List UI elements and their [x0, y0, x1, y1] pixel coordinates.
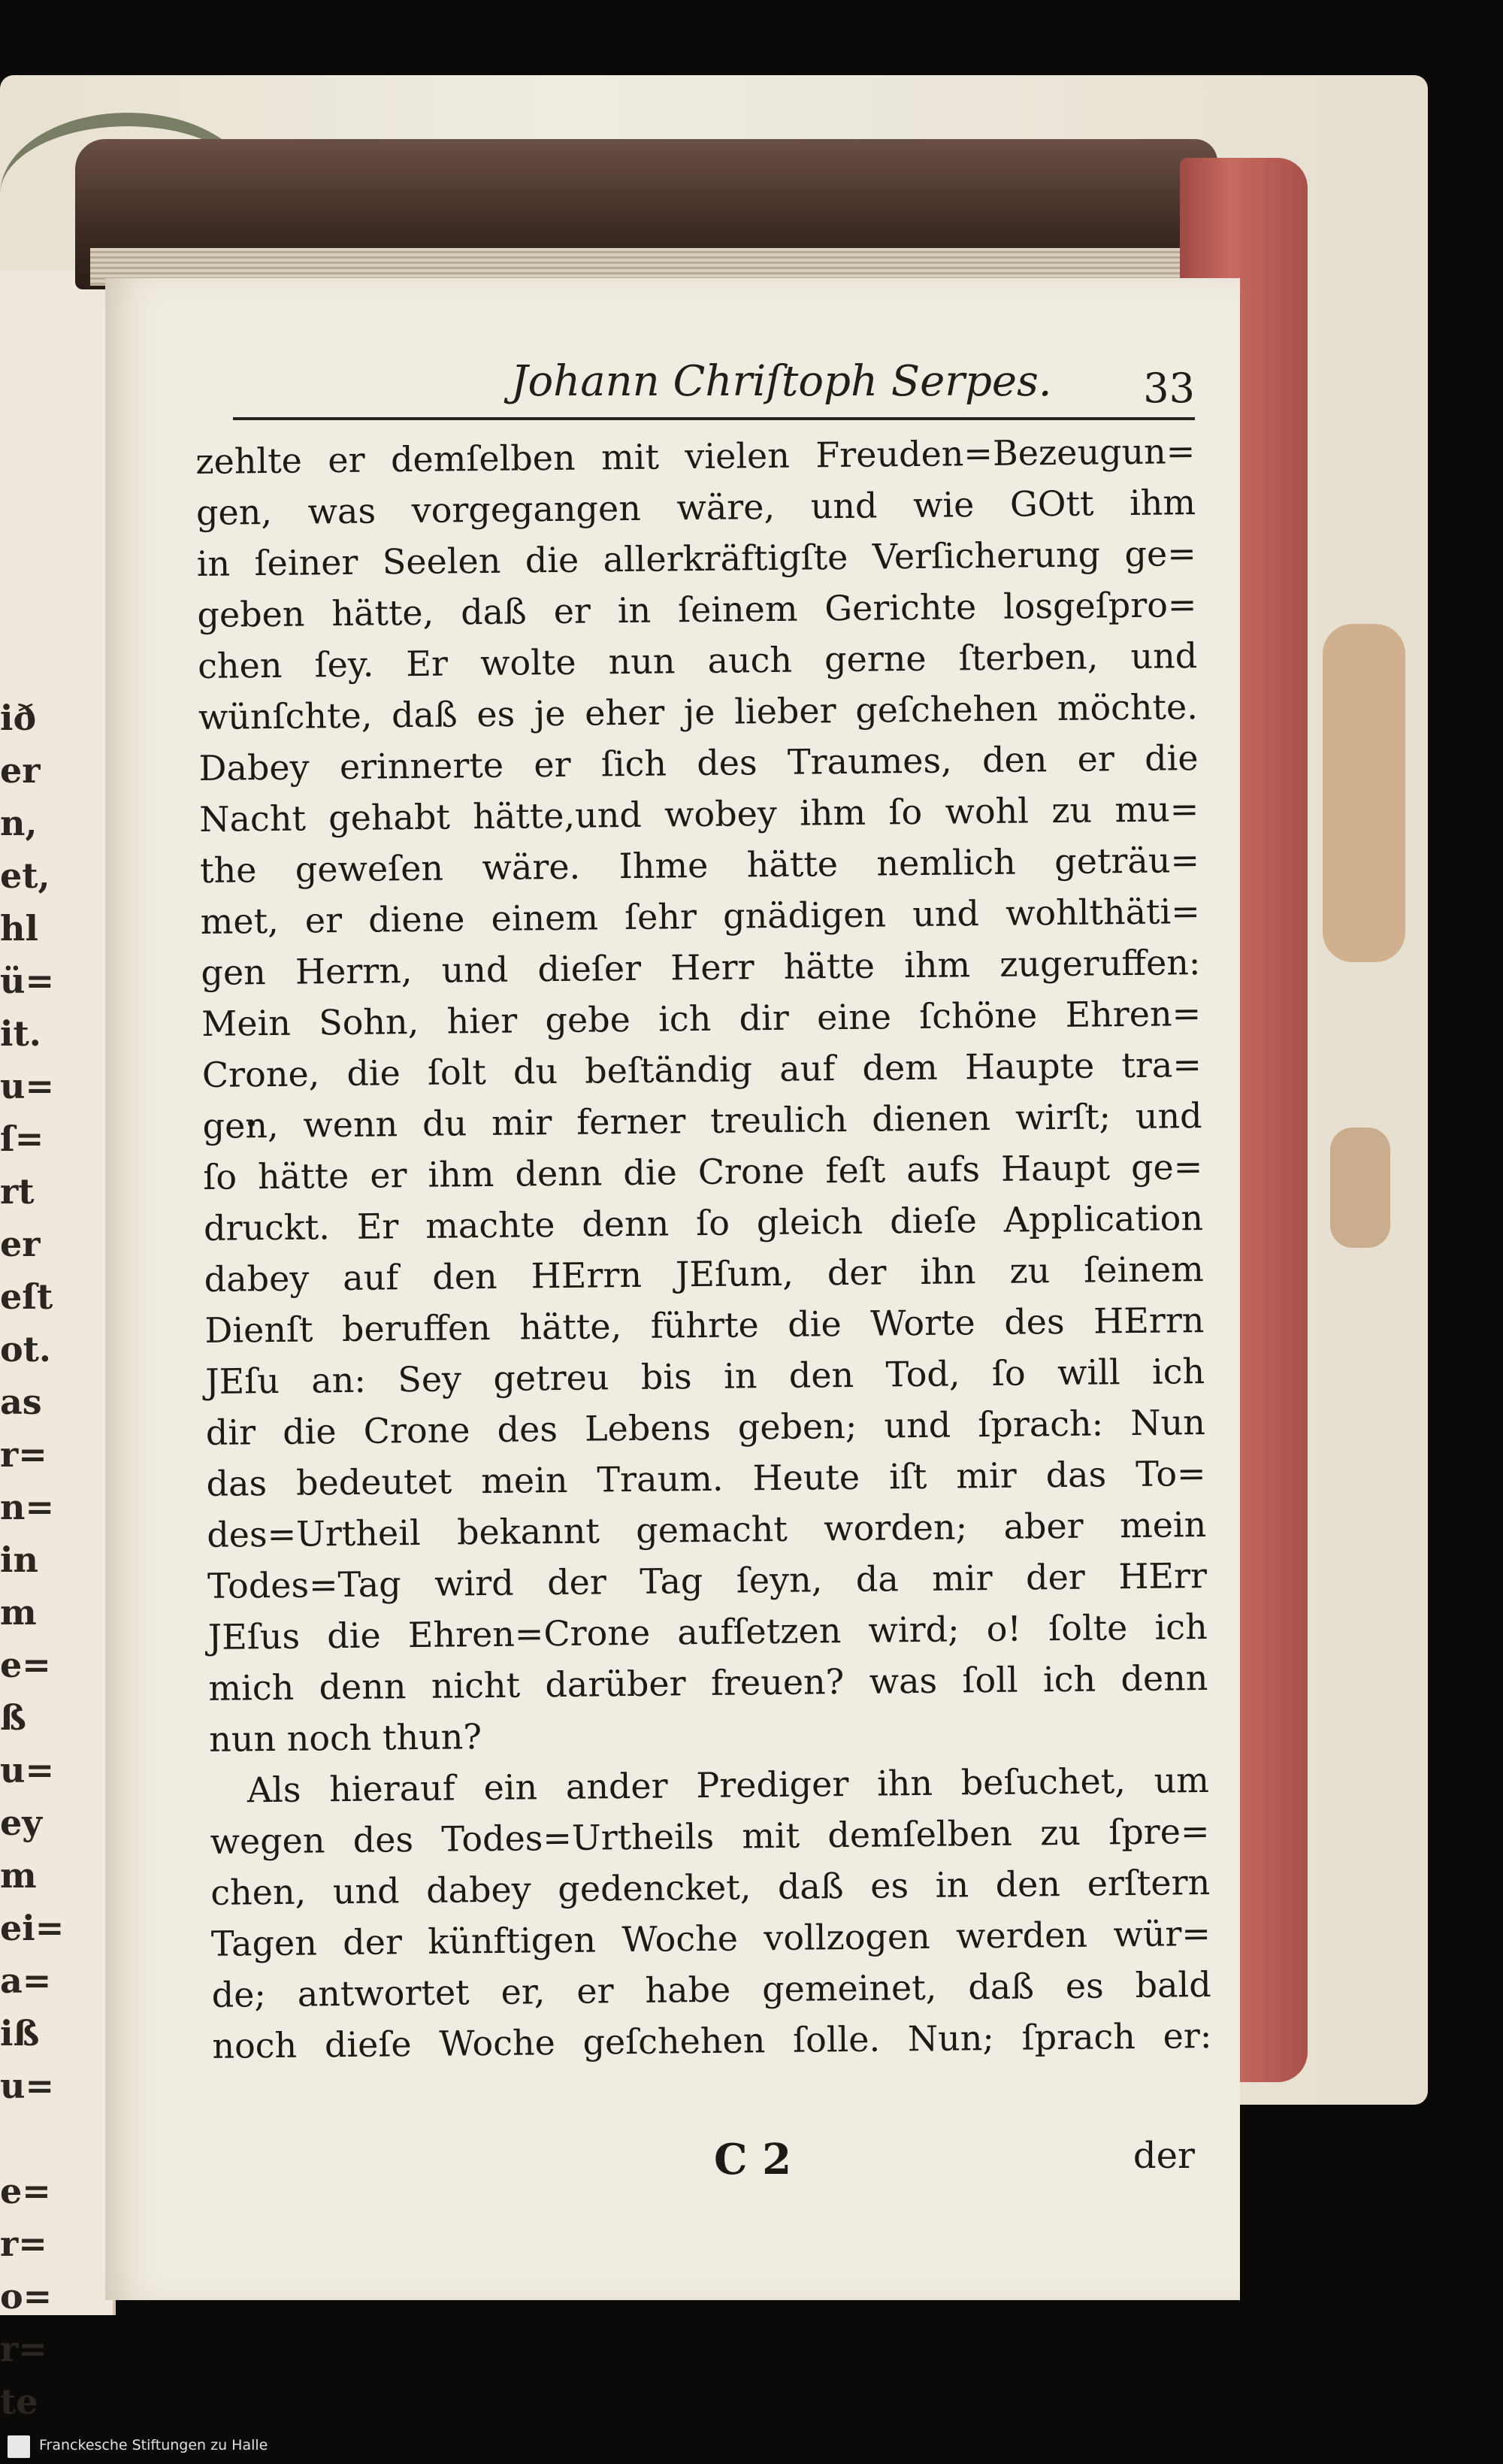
- left-fragment: r=: [0, 1434, 47, 1475]
- text-line: des=Urtheil bekannt gemacht worden; aber mein: [207, 1503, 1207, 1555]
- text-line: Mein Sohn, hier gebe ich dir eine ſchöne Ehren=: [201, 993, 1202, 1044]
- text-line: noch dieſe Woche geſchehen ſolle. Nun; ſprach er:: [212, 2014, 1212, 2066]
- attribution-text: Franckesche Stiftungen zu Halle: [39, 2437, 268, 2453]
- left-fragment: ey: [0, 1803, 42, 1843]
- left-fragment: u=: [0, 1750, 54, 1790]
- page-header: [233, 357, 1195, 420]
- text-line: JEſus die Ehren=Crone aufſetzen wird; o! ſolte ich: [207, 1606, 1208, 1657]
- text-line: in ſeiner Seelen die allerkräftigſte Verſicherung ge=: [196, 533, 1196, 584]
- left-fragment: et,: [0, 855, 50, 896]
- text-line: druckt. Er machte denn ſo gleich dieſe Application: [203, 1197, 1204, 1249]
- text-line: dabey auf den HErrn JEſum, der ihn zu ſeinem: [204, 1249, 1204, 1300]
- text-line: JEſu an: Sey getreu bis in den Tod, ſo will ich: [204, 1351, 1205, 1402]
- left-fragment: r=: [0, 2223, 47, 2264]
- left-fragment: it.: [0, 1013, 41, 1054]
- text-line: mich denn nicht darüber freuen? was ſoll ich denn: [208, 1657, 1208, 1709]
- wrapper-stain: [1330, 1128, 1390, 1248]
- left-fragment: ot.: [0, 1329, 51, 1370]
- left-fragment: er: [0, 750, 41, 791]
- running-title: Johann Chriſtoph Serpes.: [511, 357, 1052, 406]
- text-line: gen, wenn du mir ferner treulich dienen wirſt; und: [202, 1095, 1202, 1146]
- left-fragment: [0, 2112, 45, 2165]
- text-line: Crone, die ſolt du beſtändig auf dem Haupte tra=: [201, 1044, 1202, 1095]
- wrapper-stain: [1323, 624, 1405, 962]
- left-fragment: rt: [0, 1171, 35, 1212]
- text-line: wegen des Todes=Urtheils mit demſelben zu ſpre=: [210, 1810, 1210, 1862]
- left-fragment: r=: [0, 2329, 47, 2369]
- page-number: 33: [1143, 365, 1195, 412]
- text-line: chen ſey. Er wolte nun auch gerne ſterben, und: [197, 635, 1198, 686]
- left-fragment: ü=: [0, 961, 54, 1001]
- left-fragment: eſt: [0, 1276, 53, 1317]
- left-fragment: in: [0, 1539, 38, 1580]
- left-fragment: iß: [0, 2013, 40, 2054]
- text-line: met, er diene einem ſehr gnädigen und wohlthäti=: [200, 891, 1200, 942]
- text-line: the geweſen wäre. Ihme hätte nemlich geträu=: [199, 840, 1200, 891]
- text-line: Tagen der künftigen Woche vollzogen werden wür=: [210, 1912, 1211, 1964]
- text-line: Dabey erinnerte er ſich des Traumes, den er die: [198, 737, 1199, 789]
- left-fragment: ß: [0, 1697, 26, 1738]
- text-line: wünſchte, daß es je eher je lieber geſchehen möchte.: [198, 686, 1199, 737]
- text-line: de; antwortet er, er habe gemeinet, daß es bald: [211, 1963, 1211, 2015]
- institution-logo-icon: [8, 2435, 30, 2458]
- body-text: [195, 425, 1212, 2072]
- text-line: chen, und dabey gedencket, daß es in den erſtern: [210, 1861, 1211, 1913]
- left-fragment: er: [0, 1224, 41, 1264]
- attribution-bar: [0, 2429, 1503, 2464]
- text-line: gen, was vorgegangen wäre, und wie GOtt ihm: [195, 482, 1196, 533]
- left-fragment: ið: [0, 698, 37, 738]
- left-fragment: as: [0, 1382, 42, 1422]
- left-fragment: n,: [0, 803, 38, 843]
- left-fragment: m: [0, 1592, 37, 1633]
- left-fragment: ſ=: [0, 1118, 44, 1159]
- left-fragment: n=: [0, 1487, 54, 1527]
- text-line: geben hätte, daß er in ſeinem Gerichte losgeſpro=: [197, 584, 1197, 635]
- left-fragment: ei=: [0, 1908, 65, 1948]
- text-line: dir die Crone des Lebens geben; und ſprach: Nun: [205, 1402, 1206, 1453]
- left-page-fragments: [0, 692, 65, 2428]
- text-line: gen Herrn, und dieſer Herr hätte ihm zugeruffen:: [201, 942, 1201, 993]
- left-fragment: e=: [0, 2171, 51, 2211]
- book-page: [105, 278, 1240, 2300]
- text-line: nun noch thun?: [208, 1716, 482, 1760]
- left-fragment: te: [0, 2381, 38, 2422]
- text-line: das bedeutet mein Traum. Heute iſt mir das To=: [206, 1452, 1206, 1504]
- text-line: Nacht gehabt hätte,und wobey ihm ſo wohl zu mu=: [199, 789, 1199, 840]
- text-line: zehlte er demſelben mit vielen Freuden=Bezeugun=: [195, 431, 1196, 482]
- left-fragment: a=: [0, 1960, 52, 2001]
- left-fragment: hl: [0, 908, 38, 949]
- left-fragment: u=: [0, 2066, 54, 2106]
- signature-mark: C 2: [714, 2135, 792, 2184]
- text-line: ſo hätte er ihm denn die Crone feſt aufs Haupt ge=: [203, 1146, 1203, 1197]
- left-fragment: u=: [0, 1066, 54, 1106]
- catchword: der: [1133, 2135, 1195, 2177]
- left-fragment: m: [0, 1855, 37, 1896]
- text-line: Als hierauf ein ander Prediger ihn beſuchet, um: [246, 1759, 1210, 1811]
- left-fragment: e=: [0, 1645, 51, 1685]
- left-fragment: o=: [0, 2276, 53, 2317]
- left-facing-page: [0, 271, 116, 2422]
- text-line: Todes=Tag wird der Tag ſeyn, da mir der HErr: [207, 1554, 1208, 1606]
- page-footer: [195, 2135, 1195, 2187]
- text-line: Dienſt beruffen hätte, führte die Worte des HErrn: [204, 1300, 1205, 1351]
